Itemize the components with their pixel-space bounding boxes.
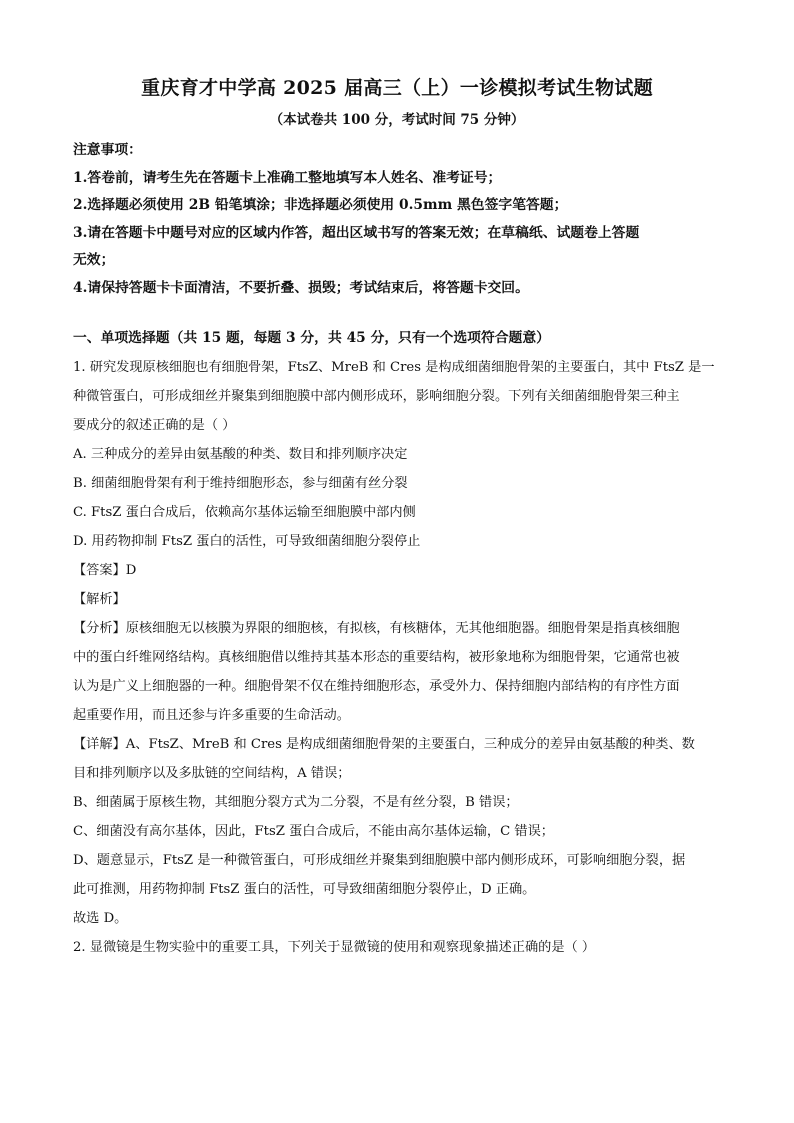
detail-text: C、细菌没有高尔基体，因此，FtsZ 蛋白合成后，不能由高尔基体运输，C 错误； <box>73 824 554 839</box>
question-stem: 种微管蛋白，可形成细丝并聚集到细胞膜中部内侧形成环，影响细胞分裂。下列有关细菌细胞骨架三种主 <box>73 389 680 404</box>
page-title: 重庆育才中学高 2025 届高三（上）一诊模拟考试生物试题 <box>141 77 653 99</box>
notice-item: 3.请在答题卡中题号对应的区域内作答，超出区域书写的答案无效；在草稿纸、试题卷上答题 <box>73 224 640 241</box>
question-1 <box>73 353 723 962</box>
option-c: C. FtsZ 蛋白合成后，依赖高尔基体运输至细胞膜中部内侧 <box>73 505 416 520</box>
question-stem: 1. 研究发现原核细胞也有细胞骨架，FtsZ、MreB 和 Cres 是构成细菌细胞骨架的主要蛋白，其中 FtsZ 是一 <box>73 360 715 375</box>
analysis-text: 认为是广义上细胞器的一种。细胞骨架不仅在维持细胞形态，承受外力、保持细胞内部结构的有序性方面 <box>73 679 680 694</box>
option-a: A. 三种成分的差异由氨基酸的种类、数目和排列顺序决定 <box>73 447 408 462</box>
analysis-text: 【分析】原核细胞无以核膜为界限的细胞核，有拟核，有核糖体，无其他细胞器。细胞骨架是指真核细胞 <box>73 621 680 636</box>
detail-text: D、题意显示，FtsZ 是一种微管蛋白，可形成细丝并聚集到细胞膜中部内侧形成环，可影响细胞分裂，据 <box>73 853 686 868</box>
detail-text: 此可推测，用药物抑制 FtsZ 蛋白的活性，可导致细菌细胞分裂停止，D 正确。 <box>73 882 536 897</box>
analysis-text: 中的蛋白纤维网络结构。真核细胞借以维持其基本形态的重要结构，被形象地称为细胞骨架，它通常也被 <box>73 650 680 665</box>
detail-text: 【详解】A、FtsZ、MreB 和 Cres 是构成细菌细胞骨架的主要蛋白，三种成分的差异由氨基酸的种类、数 <box>73 737 695 752</box>
detail-text: B、细菌属于原核生物，其细胞分裂方式为二分裂，不是有丝分裂，B 错误； <box>73 795 519 810</box>
section-heading: 一、单项选择题（共 15 题，每题 3 分，共 45 分，只有一个选项符合题意） <box>73 330 550 346</box>
notice-item: 1.答卷前，请考生先在答题卡上准确工整地填写本人姓名、准考证号； <box>73 169 502 186</box>
notice-item: 2.选择题必须使用 2B 铅笔填涂；非选择题必须使用 0.5mm 黑色签字笔答题； <box>73 197 568 213</box>
notice-item: 无效； <box>73 252 115 268</box>
question-stem: 要成分的叙述正确的是（ ） <box>73 418 236 433</box>
detail-text: 故选 D。 <box>73 911 128 926</box>
notice-section <box>73 137 723 302</box>
question-2-stem: 2. 显微镜是生物实验中的重要工具，下列关于显微镜的使用和观察现象描述正确的是（ ） <box>73 940 596 955</box>
option-d: D. 用药物抑制 FtsZ 蛋白的活性，可导致细菌细胞分裂停止 <box>73 534 421 549</box>
notice-heading: 注意事项： <box>73 142 142 158</box>
analysis-label: 【解析】 <box>73 592 126 607</box>
option-b: B. 细菌细胞骨架有利于维持细胞形态，参与细菌有丝分裂 <box>73 476 408 491</box>
answer-label: 【答案】D <box>73 563 137 578</box>
page-subtitle: （本试卷共 100 分，考试时间 75 分钟） <box>269 112 525 128</box>
analysis-text: 起重要作用，而且还参与许多重要的生命活动。 <box>73 708 350 723</box>
notice-item: 4.请保持答题卡卡面清洁，不要折叠、损毁；考试结束后，将答题卡交回。 <box>73 279 529 296</box>
detail-text: 目和排列顺序以及多肽链的空间结构，A 错误； <box>73 766 351 781</box>
